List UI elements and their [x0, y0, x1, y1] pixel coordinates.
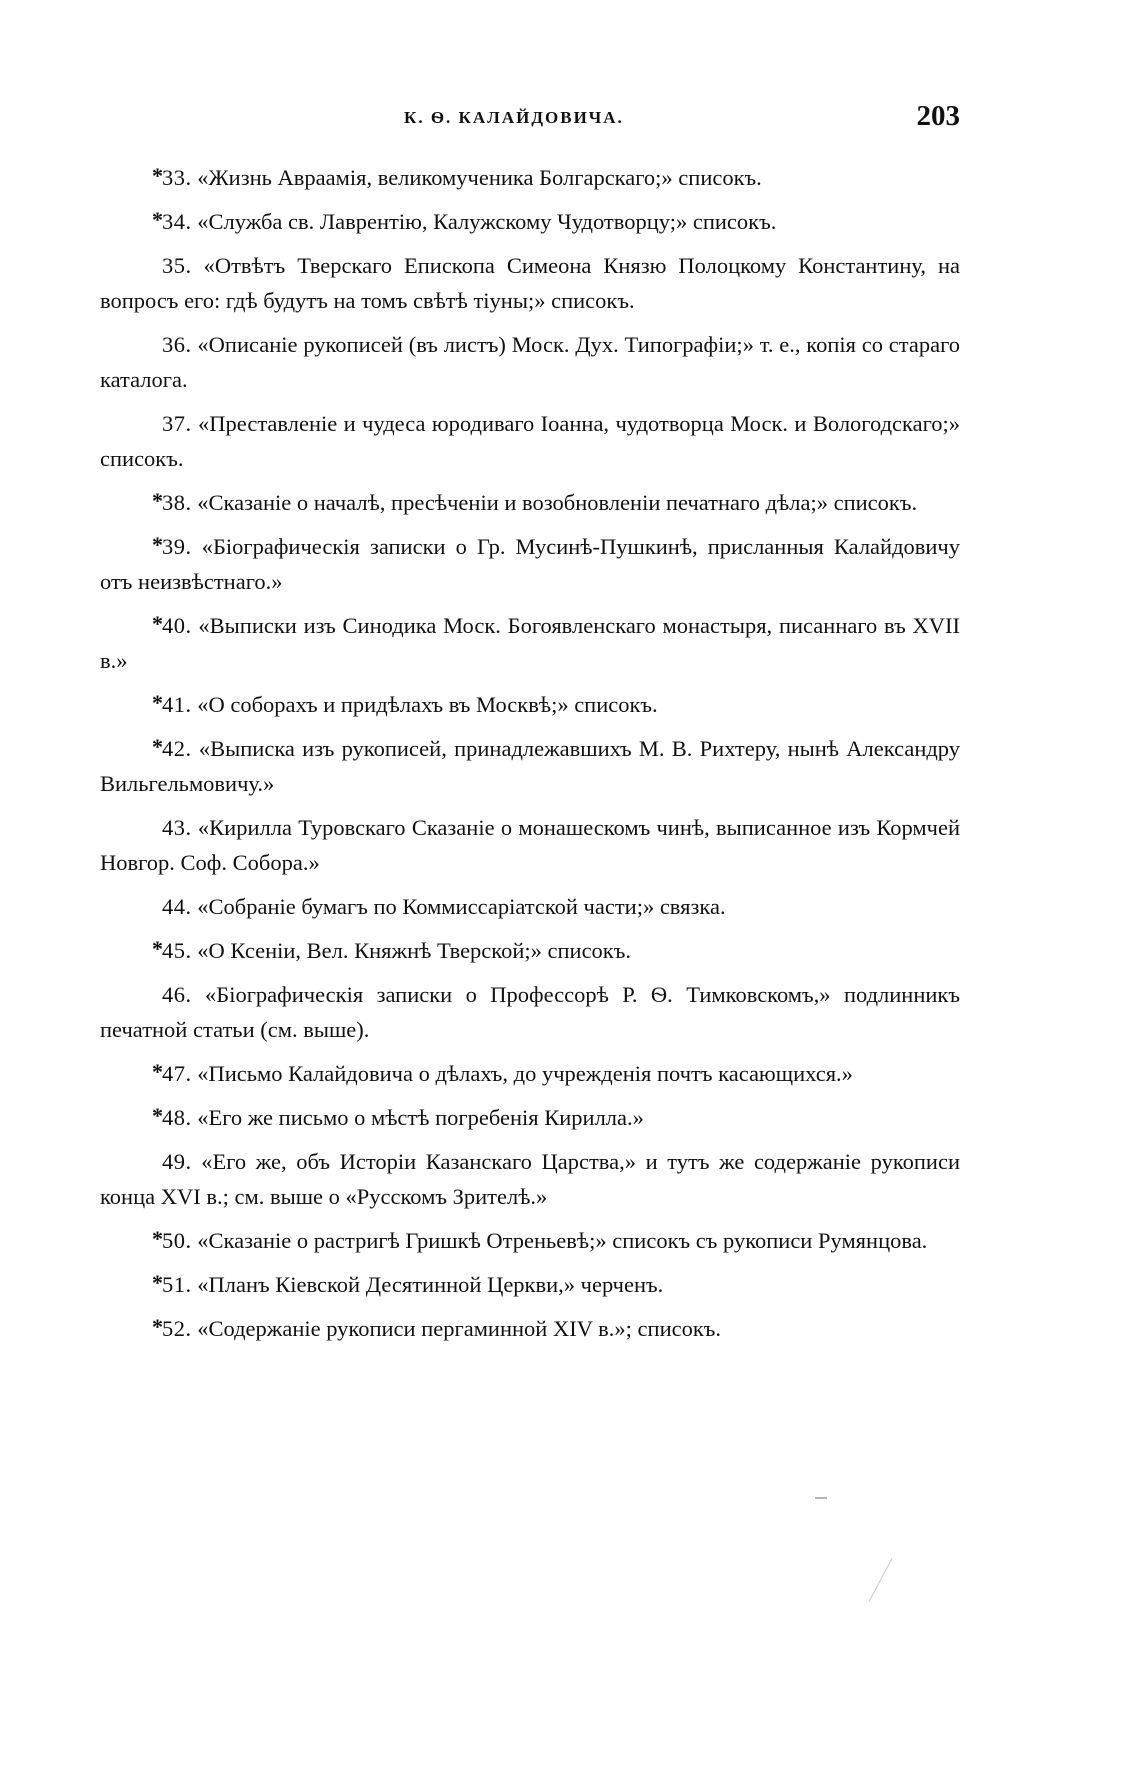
entry-text: «Выписки изъ Синодика Моск. Богоявленскаго монастыря, писаннаго въ XVII в.»	[100, 613, 960, 673]
entry-text: «Отвѣтъ Тверскаго Епископа Симеона Князю Полоцкому Константину, на вопросъ его: гдѣ будутъ на томъ свѣтѣ тіуны;» списокъ.	[100, 253, 961, 313]
list-item	[100, 1223, 960, 1258]
entry-number: 45.	[162, 938, 192, 963]
asterisk-marker: *	[152, 1103, 163, 1128]
list-item	[100, 889, 960, 924]
entry-number: 41.	[162, 692, 192, 717]
list-item	[100, 529, 960, 599]
entry-number: 36.	[162, 332, 192, 357]
asterisk-marker: *	[152, 690, 163, 715]
entry-number: 35.	[162, 253, 192, 278]
entry-number: 43.	[162, 815, 192, 840]
list-item	[100, 1267, 960, 1302]
entry-text: «Сказаніе о растригѣ Гришкѣ Отреньевѣ;» списокъ съ рукописи Румянцова.	[197, 1228, 928, 1253]
list-item	[100, 204, 960, 239]
asterisk-marker: *	[152, 163, 163, 188]
entry-number: 38.	[162, 490, 192, 515]
list-item	[100, 608, 960, 678]
asterisk-marker: *	[152, 207, 163, 232]
entry-number: 33.	[162, 165, 192, 190]
asterisk-marker: *	[152, 611, 163, 636]
list-item	[100, 1311, 960, 1346]
entry-text: «Описаніе рукописей (въ листъ) Моск. Дух. Типографіи;» т. е., копія со стараго каталога.	[100, 332, 961, 392]
entry-number: 44.	[162, 894, 192, 919]
list-item	[100, 1056, 960, 1091]
entry-number: 34.	[162, 209, 192, 234]
entry-number: 52.	[162, 1316, 192, 1341]
entry-text: «Служба св. Лаврентію, Калужскому Чудотворцу;» списокъ.	[197, 209, 777, 234]
asterisk-marker: *	[152, 1270, 163, 1295]
asterisk-marker: *	[152, 1226, 163, 1251]
entry-text: «Біографическія записки о Профессорѣ Р. Ѳ. Тимковскомъ,» подлинникъ печатной статьи (см. выше).	[100, 982, 960, 1042]
asterisk-marker: *	[152, 1314, 163, 1339]
entry-number: 39.	[162, 534, 192, 559]
list-item	[100, 485, 960, 520]
page-number: 203	[916, 100, 960, 132]
scan-mark	[868, 1558, 892, 1603]
entry-number: 50.	[162, 1228, 192, 1253]
list-item	[100, 687, 960, 722]
entry-text: «О соборахъ и придѣлахъ въ Москвѣ;» списокъ.	[197, 692, 658, 717]
entry-number: 49.	[162, 1149, 192, 1174]
list-item	[100, 406, 960, 476]
running-title: К. Ѳ. КАЛАЙДОВИЧА.	[404, 108, 624, 127]
asterisk-marker: *	[152, 1059, 163, 1084]
list-item	[100, 731, 960, 801]
entry-list	[100, 160, 960, 1355]
entry-text: «Его же письмо о мѣстѣ погребенія Кирилла.»	[197, 1105, 644, 1130]
page-header	[100, 100, 960, 140]
entry-text: «Біографическія записки о Гр. Мусинѣ-Пушкинѣ, присланныя Калайдовичу отъ неизвѣстнаго.»	[100, 534, 960, 594]
asterisk-marker: *	[152, 488, 163, 513]
entry-number: 42.	[162, 736, 192, 761]
entry-text: «Кирилла Туровскаго Сказаніе о монашескомъ чинѣ, выписанное изъ Кормчей Новгор. Соф. Собора.»	[100, 815, 961, 875]
entry-number: 40.	[162, 613, 192, 638]
list-item	[100, 977, 960, 1047]
entry-text: «Письмо Калайдовича о дѣлахъ, до учрежденія почтъ касающихся.»	[197, 1061, 853, 1086]
entry-number: 37.	[162, 411, 192, 436]
entry-text: «Содержаніе рукописи пергаминной XIV в.»; списокъ.	[197, 1316, 722, 1341]
entry-text: «Сказаніе о началѣ, пресѣченіи и возобновленіи печатнаго дѣла;» списокъ.	[197, 490, 918, 515]
entry-text: «О Ксеніи, Вел. Княжнѣ Тверской;» списокъ.	[197, 938, 631, 963]
entry-text: «Преставленіе и чудеса юродиваго Іоанна, чудотворца Моск. и Вологодскаго;» списокъ.	[100, 411, 961, 471]
entry-number: 51.	[162, 1272, 192, 1297]
asterisk-marker: *	[152, 936, 163, 961]
list-item	[100, 810, 960, 880]
asterisk-marker: *	[152, 734, 163, 759]
list-item	[100, 1144, 960, 1214]
asterisk-marker: *	[152, 532, 163, 557]
entry-text: «Планъ Кіевской Десятинной Церкви,» черченъ.	[197, 1272, 664, 1297]
entry-text: «Выписка изъ рукописей, принадлежавшихъ М. В. Рихтеру, нынѣ Александру Вильгельмовичу.»	[100, 736, 961, 796]
entry-text: «Жизнь Авраамія, великомученика Болгарскаго;» списокъ.	[197, 165, 762, 190]
entry-number: 46.	[162, 982, 192, 1007]
list-item	[100, 933, 960, 968]
entry-number: 48.	[162, 1105, 192, 1130]
scan-mark	[815, 1497, 827, 1499]
list-item	[100, 160, 960, 195]
entry-number: 47.	[162, 1061, 192, 1086]
list-item	[100, 327, 960, 397]
list-item	[100, 1100, 960, 1135]
entry-text: «Собраніе бумагъ по Коммиссаріатской части;» связка.	[197, 894, 726, 919]
list-item	[100, 248, 960, 318]
entry-text: «Его же, объ Исторіи Казанскаго Царства,» и тутъ же содержаніе рукописи конца XVI в.; см. выше о «Русскомъ Зрителѣ.»	[100, 1149, 960, 1209]
